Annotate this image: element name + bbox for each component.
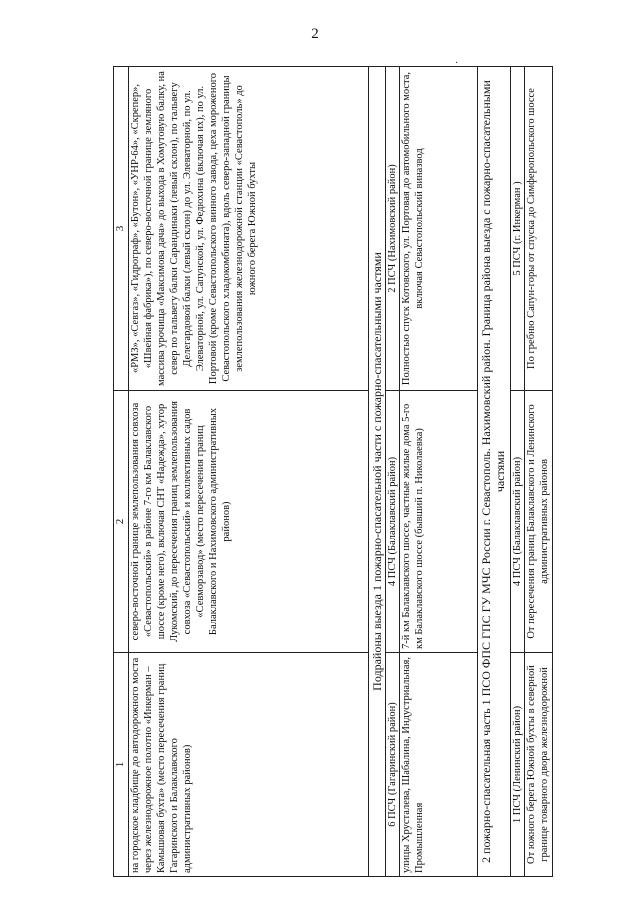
cell-section1-col2: 7-й км Балаклавского шоссе, частные жилые дома 5-го км Балаклавского шоссе (бывший п. Николаевка) (400, 391, 478, 653)
section1-unit-1: 6 ПСЧ (Гагаринский район) (386, 653, 400, 877)
section1-title-row (369, 67, 386, 877)
section1-title: Подрайоны выезда 1 пожарно-спасательной части с пожарно-спасательными частями (369, 67, 386, 877)
section2-unit-3: 5 ПСЧ (г. Инкерман ) (511, 67, 525, 391)
section2-units-row (511, 67, 525, 877)
section2-unit-1: 1 ПСЧ (Ленинский район) (511, 653, 525, 877)
decorative-dot: · (455, 58, 459, 69)
cell-row1-col1: на городское кладбище до автодорожного моста через железнодорожное полотно «Инкерман – Камышовая бухта» (место пересечения границ Гагаринского и Балаклавского административных районов) (129, 653, 369, 877)
page-number: 2 (311, 26, 319, 42)
header-col-1: 1 (114, 653, 129, 877)
cell-row1-col2: северо-восточной границе землепользования совхоза «Севастопольский» в районе 7-го км Балаклавского шоссе (кроме него), включая СНТ «Надежда», хутор Лукомский, до пересечения границ землепользования совхоза «Севастопольский» и коллективных садов «Севморзавод» (место пересечения границ Балаклавского и Нахимовского административных районов) (129, 391, 369, 653)
boundary-table (113, 66, 553, 877)
cell-section2-col2: От пересечения границ Балаклавского и Ленинского административных районов (525, 391, 553, 653)
header-col-3: 3 (114, 67, 129, 391)
table-row (525, 67, 553, 877)
table-header-row (114, 67, 129, 877)
section1-unit-3: 2 ПСЧ (Нахимовский район) (386, 67, 400, 391)
section2-title: 2 пожарно-спасательная часть 1 ПСО ФПС ГПС ГУ МЧС России г. Севастополь. Нахимовский район. Граница района выезда с пожарно-спасательными частями (478, 67, 511, 877)
section2-title-row (478, 67, 511, 877)
rotated-table-container (113, 67, 603, 877)
header-col-2: 2 (114, 391, 129, 653)
section1-units-row (386, 67, 400, 877)
section1-unit-2: 4 ПСЧ (Балаклавский район) (386, 391, 400, 653)
cell-row1-col3: «РМЗ», «Севгаз», «Гидрограф», «Бутон», «УНР-64», «Скрепер», «Швейная фабрика»), по северо-восточной границе земляного массива урочища «Максимова дача» до выхода в Хомутовую балку, на север по тальвегу балки Сарандинаки (левый склон), по тальвегу Делегардовой балки (левый склон) до ул. Элеваторной, по ул. Элеваторной, ул. Сапунской, ул. Федюхина (включая их), по ул. Портовой (кроме Севастопольского винного завода, цеха мороженого Севастопольского хладокомбината), вдоль северо-западной границы землепользования железнодорожной станции «Севастополь» до южного берега Южной бухты (129, 67, 369, 391)
cell-section1-col1: улицы Хрусталева, Шабалина, Индустриальная, Промышленная (400, 653, 478, 877)
table-row (400, 67, 478, 877)
cell-section2-col3: По гребню Сапун-горы от спуска до Симферопольского шоссе (525, 67, 553, 391)
section2-unit-2: 4 ПСЧ (Балаклавский район) (511, 391, 525, 653)
cell-section1-col3: Полностью спуск Котовского, ул. Портовая до автомобильного моста, включая Севастопольский виназвод (400, 67, 478, 391)
cell-section2-col1: От южного берега Южной бухты в северной границе товарного двора железнодорожной (525, 653, 553, 877)
table-row (129, 67, 369, 877)
